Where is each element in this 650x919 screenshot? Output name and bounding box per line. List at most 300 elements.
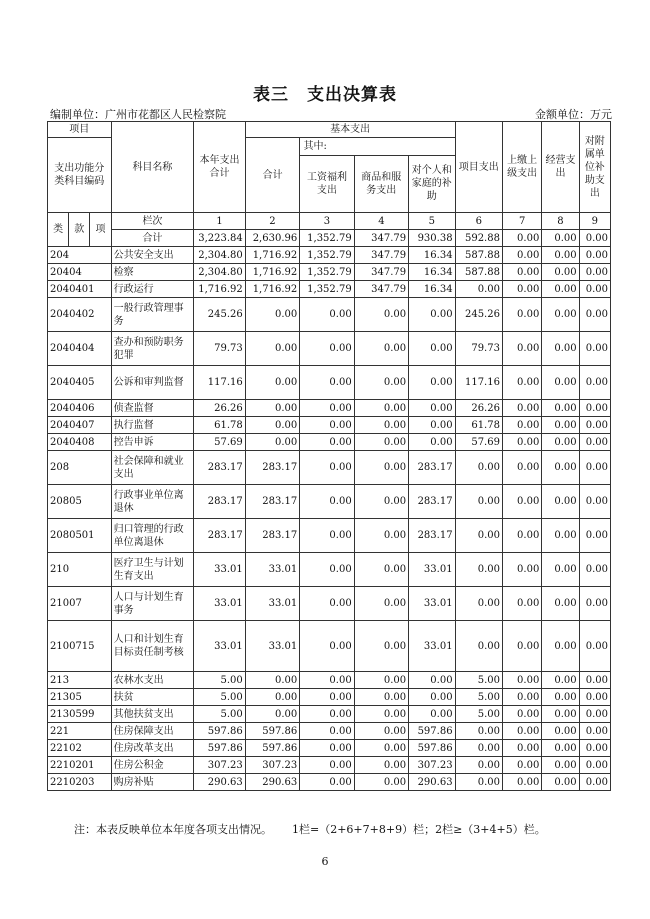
row-value: 587.88 bbox=[455, 247, 502, 264]
total-row bbox=[48, 230, 611, 247]
title-main: 支出决算表 bbox=[307, 85, 397, 105]
row-value: 0.00 bbox=[245, 672, 299, 689]
row-value: 245.26 bbox=[455, 298, 502, 332]
table-row bbox=[48, 451, 611, 485]
expenditure-table bbox=[47, 121, 611, 791]
row-value: 307.23 bbox=[245, 757, 299, 774]
col-num: 7 bbox=[502, 213, 541, 230]
row-code: 2040401 bbox=[48, 281, 112, 298]
table-row bbox=[48, 366, 611, 400]
row-value: 33.01 bbox=[194, 553, 245, 587]
col-num: 5 bbox=[409, 213, 455, 230]
row-value: 0.00 bbox=[354, 298, 408, 332]
row-value: 0.00 bbox=[354, 434, 408, 451]
row-value: 0.00 bbox=[354, 451, 408, 485]
table-row bbox=[48, 264, 611, 281]
header-personal: 对个人和家庭的补助 bbox=[411, 165, 452, 203]
row-value: 347.79 bbox=[354, 247, 408, 264]
row-name: 侦查监督 bbox=[111, 400, 194, 417]
row-value: 0.00 bbox=[300, 621, 354, 672]
unit-left: 编制单位：广州市花都区人民检察院 bbox=[50, 108, 226, 121]
row-value: 0.00 bbox=[579, 264, 610, 281]
row-code: 2040404 bbox=[48, 332, 112, 366]
row-value: 5.00 bbox=[455, 672, 502, 689]
row-value: 1,352.79 bbox=[300, 247, 354, 264]
row-value: 0.00 bbox=[300, 485, 354, 519]
row-value: 0.00 bbox=[409, 434, 455, 451]
table-row bbox=[48, 587, 611, 621]
row-value: 283.17 bbox=[245, 451, 299, 485]
row-value: 0.00 bbox=[542, 757, 579, 774]
row-value: 0.00 bbox=[542, 298, 579, 332]
row-code: 2100715 bbox=[48, 621, 112, 672]
header-kuan: 款 bbox=[69, 213, 90, 247]
row-value: 0.00 bbox=[245, 400, 299, 417]
row-value: 0.00 bbox=[455, 774, 502, 791]
row-value: 597.86 bbox=[194, 740, 245, 757]
row-name: 行政事业单位离退休 bbox=[111, 485, 194, 519]
row-value: 33.01 bbox=[194, 587, 245, 621]
row-code: 20805 bbox=[48, 485, 112, 519]
row-value: 26.26 bbox=[455, 400, 502, 417]
row-name: 公共安全支出 bbox=[111, 247, 194, 264]
row-value: 597.86 bbox=[194, 723, 245, 740]
row-value: 0.00 bbox=[300, 672, 354, 689]
row-value: 0.00 bbox=[579, 774, 610, 791]
row-value: 0.00 bbox=[579, 417, 610, 434]
header-goods: 商品和服务支出 bbox=[354, 155, 408, 212]
row-name: 查办和预防职务犯罪 bbox=[111, 332, 194, 366]
row-value: 0.00 bbox=[502, 332, 541, 366]
row-value: 0.00 bbox=[502, 621, 541, 672]
row-value: 0.00 bbox=[409, 366, 455, 400]
row-value: 0.00 bbox=[542, 417, 579, 434]
header-subsidiary: 对附属单位补助支出 bbox=[579, 122, 610, 213]
row-value: 0.00 bbox=[579, 247, 610, 264]
row-value: 0.00 bbox=[502, 706, 541, 723]
row-name: 医疗卫生与计划生育支出 bbox=[111, 553, 194, 587]
row-value: 0.00 bbox=[502, 247, 541, 264]
header-upper: 上缴上级支出 bbox=[502, 122, 541, 213]
row-value: 0.00 bbox=[409, 689, 455, 706]
col-num: 6 bbox=[455, 213, 502, 230]
table-row bbox=[48, 247, 611, 264]
unit-right: 金额单位：万元 bbox=[535, 108, 612, 121]
row-code: 2080501 bbox=[48, 519, 112, 553]
row-value: 0.00 bbox=[300, 400, 354, 417]
row-value: 0.00 bbox=[300, 774, 354, 791]
col-num: 1 bbox=[194, 213, 245, 230]
header-wage: 工资福利支出 bbox=[300, 155, 354, 212]
row-value: 0.00 bbox=[542, 366, 579, 400]
row-value: 245.26 bbox=[194, 298, 245, 332]
table-row bbox=[48, 332, 611, 366]
header-xiang: 项 bbox=[90, 213, 111, 247]
row-code: 213 bbox=[48, 672, 112, 689]
table-row bbox=[48, 417, 611, 434]
row-value: 0.00 bbox=[542, 451, 579, 485]
row-value: 5.00 bbox=[194, 672, 245, 689]
row-value: 0.00 bbox=[579, 298, 610, 332]
row-name: 行政运行 bbox=[111, 281, 194, 298]
row-value: 33.01 bbox=[409, 621, 455, 672]
row-value: 1,716.92 bbox=[194, 281, 245, 298]
row-value: 283.17 bbox=[409, 519, 455, 553]
row-value: 1,716.92 bbox=[245, 264, 299, 281]
row-code: 2040405 bbox=[48, 366, 112, 400]
table-row bbox=[48, 706, 611, 723]
row-value: 0.00 bbox=[502, 417, 541, 434]
row-value: 0.00 bbox=[455, 757, 502, 774]
row-value: 0.00 bbox=[579, 706, 610, 723]
row-value: 0.00 bbox=[502, 757, 541, 774]
row-value: 290.63 bbox=[245, 774, 299, 791]
row-value: 0.00 bbox=[245, 706, 299, 723]
row-name: 公诉和审判监督 bbox=[111, 366, 194, 400]
row-value: 2,304.80 bbox=[194, 247, 245, 264]
row-value: 33.01 bbox=[245, 587, 299, 621]
row-name: 农林水支出 bbox=[111, 672, 194, 689]
row-name: 社会保障和就业支出 bbox=[111, 451, 194, 485]
row-code: 204 bbox=[48, 247, 112, 264]
table-row bbox=[48, 434, 611, 451]
row-code: 21007 bbox=[48, 587, 112, 621]
row-value: 597.86 bbox=[409, 723, 455, 740]
row-name: 住房改革支出 bbox=[111, 740, 194, 757]
row-value: 0.00 bbox=[579, 281, 610, 298]
row-value: 587.88 bbox=[455, 264, 502, 281]
row-value: 597.86 bbox=[245, 740, 299, 757]
row-value: 0.00 bbox=[354, 723, 408, 740]
header-qizhong: 其中: bbox=[300, 138, 455, 155]
row-value: 0.00 bbox=[354, 774, 408, 791]
total-cell: 592.88 bbox=[455, 230, 502, 247]
row-value: 0.00 bbox=[579, 451, 610, 485]
note-text: 注：本表反映单位本年度各项支出情况。 bbox=[74, 823, 272, 836]
row-value: 0.00 bbox=[300, 434, 354, 451]
row-value: 0.00 bbox=[579, 621, 610, 672]
row-value: 0.00 bbox=[455, 281, 502, 298]
total-cell: 1,352.79 bbox=[300, 230, 354, 247]
row-name: 归口管理的行政单位离退休 bbox=[111, 519, 194, 553]
col-num: 8 bbox=[542, 213, 579, 230]
row-value: 26.26 bbox=[194, 400, 245, 417]
row-value: 0.00 bbox=[542, 621, 579, 672]
row-value: 0.00 bbox=[502, 400, 541, 417]
row-value: 0.00 bbox=[502, 485, 541, 519]
col-num: 9 bbox=[579, 213, 610, 230]
row-code: 20404 bbox=[48, 264, 112, 281]
row-name: 其他扶贫支出 bbox=[111, 706, 194, 723]
header-lei: 类 bbox=[48, 213, 69, 247]
header-code: 支出功能分类科目编码 bbox=[48, 138, 112, 213]
row-value: 0.00 bbox=[579, 740, 610, 757]
col-num: 2 bbox=[245, 213, 299, 230]
row-value: 0.00 bbox=[502, 774, 541, 791]
row-value: 79.73 bbox=[455, 332, 502, 366]
table-row bbox=[48, 672, 611, 689]
row-value: 0.00 bbox=[579, 332, 610, 366]
row-value: 0.00 bbox=[579, 587, 610, 621]
row-value: 0.00 bbox=[579, 366, 610, 400]
row-value: 290.63 bbox=[194, 774, 245, 791]
total-cell: 3,223.84 bbox=[194, 230, 245, 247]
row-value: 117.16 bbox=[194, 366, 245, 400]
row-value: 0.00 bbox=[300, 706, 354, 723]
row-value: 0.00 bbox=[542, 485, 579, 519]
row-value: 33.01 bbox=[194, 621, 245, 672]
row-value: 0.00 bbox=[502, 723, 541, 740]
row-value: 0.00 bbox=[455, 553, 502, 587]
row-value: 0.00 bbox=[300, 553, 354, 587]
total-cell: 930.38 bbox=[409, 230, 455, 247]
row-value: 283.17 bbox=[245, 519, 299, 553]
row-value: 2,304.80 bbox=[194, 264, 245, 281]
row-value: 0.00 bbox=[502, 264, 541, 281]
row-value: 307.23 bbox=[409, 757, 455, 774]
row-value: 0.00 bbox=[502, 553, 541, 587]
row-value: 0.00 bbox=[354, 587, 408, 621]
row-name: 检察 bbox=[111, 264, 194, 281]
row-value: 283.17 bbox=[409, 485, 455, 519]
row-value: 0.00 bbox=[354, 672, 408, 689]
row-value: 16.34 bbox=[409, 281, 455, 298]
row-value: 0.00 bbox=[579, 434, 610, 451]
header-lanci: 栏次 bbox=[111, 213, 194, 230]
row-name: 购房补贴 bbox=[111, 774, 194, 791]
table-row bbox=[48, 774, 611, 791]
row-value: 57.69 bbox=[194, 434, 245, 451]
table-row bbox=[48, 553, 611, 587]
row-value: 0.00 bbox=[502, 519, 541, 553]
row-name: 住房公积金 bbox=[111, 757, 194, 774]
row-value: 0.00 bbox=[354, 417, 408, 434]
row-code: 2210203 bbox=[48, 774, 112, 791]
row-value: 79.73 bbox=[194, 332, 245, 366]
row-code: 22102 bbox=[48, 740, 112, 757]
row-value: 0.00 bbox=[542, 264, 579, 281]
row-name: 人口和计划生育目标责任制考核 bbox=[111, 621, 194, 672]
row-value: 0.00 bbox=[579, 553, 610, 587]
row-value: 57.69 bbox=[455, 434, 502, 451]
row-value: 0.00 bbox=[300, 587, 354, 621]
row-value: 33.01 bbox=[409, 553, 455, 587]
row-value: 0.00 bbox=[542, 723, 579, 740]
table-row bbox=[48, 740, 611, 757]
row-value: 16.34 bbox=[409, 247, 455, 264]
row-value: 0.00 bbox=[502, 298, 541, 332]
row-value: 0.00 bbox=[542, 774, 579, 791]
row-value: 0.00 bbox=[354, 519, 408, 553]
row-value: 0.00 bbox=[502, 434, 541, 451]
table-row bbox=[48, 757, 611, 774]
table-row bbox=[48, 723, 611, 740]
row-value: 0.00 bbox=[455, 587, 502, 621]
row-value: 33.01 bbox=[245, 621, 299, 672]
page-number: 6 bbox=[321, 855, 329, 868]
table-row bbox=[48, 400, 611, 417]
row-value: 0.00 bbox=[502, 672, 541, 689]
row-value: 283.17 bbox=[194, 485, 245, 519]
col-num: 3 bbox=[300, 213, 354, 230]
row-value: 0.00 bbox=[502, 587, 541, 621]
row-value: 1,716.92 bbox=[245, 281, 299, 298]
row-value: 0.00 bbox=[409, 400, 455, 417]
row-value: 0.00 bbox=[354, 689, 408, 706]
table-row bbox=[48, 281, 611, 298]
header-total: 本年支出合计 bbox=[194, 122, 245, 213]
row-value: 0.00 bbox=[502, 689, 541, 706]
row-value: 1,352.79 bbox=[300, 281, 354, 298]
header-basic-sub bbox=[245, 138, 455, 213]
total-label: 合计 bbox=[111, 230, 194, 247]
row-name: 一般行政管理事务 bbox=[111, 298, 194, 332]
row-value: 0.00 bbox=[455, 621, 502, 672]
row-value: 1,352.79 bbox=[300, 264, 354, 281]
row-code: 221 bbox=[48, 723, 112, 740]
row-value: 0.00 bbox=[502, 740, 541, 757]
row-value: 0.00 bbox=[245, 434, 299, 451]
total-cell: 0.00 bbox=[579, 230, 610, 247]
row-value: 0.00 bbox=[579, 400, 610, 417]
row-value: 0.00 bbox=[300, 689, 354, 706]
row-value: 0.00 bbox=[409, 298, 455, 332]
row-value: 0.00 bbox=[579, 689, 610, 706]
row-value: 0.00 bbox=[354, 553, 408, 587]
row-value: 0.00 bbox=[542, 400, 579, 417]
row-value: 597.86 bbox=[409, 740, 455, 757]
row-name: 控告申诉 bbox=[111, 434, 194, 451]
row-value: 0.00 bbox=[409, 332, 455, 366]
row-value: 0.00 bbox=[579, 485, 610, 519]
row-value: 283.17 bbox=[409, 451, 455, 485]
row-value: 0.00 bbox=[409, 672, 455, 689]
footnote bbox=[74, 821, 546, 837]
row-value: 0.00 bbox=[455, 723, 502, 740]
row-value: 0.00 bbox=[354, 400, 408, 417]
row-value: 0.00 bbox=[245, 298, 299, 332]
table-row bbox=[48, 621, 611, 672]
row-value: 0.00 bbox=[245, 417, 299, 434]
row-name: 人口与计划生育事务 bbox=[111, 587, 194, 621]
row-code: 208 bbox=[48, 451, 112, 485]
row-value: 0.00 bbox=[300, 332, 354, 366]
row-value: 0.00 bbox=[300, 757, 354, 774]
row-value: 0.00 bbox=[502, 451, 541, 485]
row-value: 0.00 bbox=[245, 689, 299, 706]
col-num: 4 bbox=[354, 213, 408, 230]
row-value: 5.00 bbox=[194, 689, 245, 706]
row-value: 0.00 bbox=[542, 281, 579, 298]
header-subtotal: 合计 bbox=[246, 138, 300, 212]
row-value: 0.00 bbox=[300, 723, 354, 740]
row-value: 0.00 bbox=[245, 366, 299, 400]
row-value: 0.00 bbox=[354, 757, 408, 774]
row-value: 0.00 bbox=[542, 519, 579, 553]
row-value: 0.00 bbox=[409, 417, 455, 434]
note-formula: 1栏=（2+6+7+8+9）栏；2栏≥（3+4+5）栏。 bbox=[292, 823, 546, 836]
row-value: 0.00 bbox=[300, 451, 354, 485]
header-project: 项目支出 bbox=[455, 122, 502, 213]
row-value: 5.00 bbox=[455, 689, 502, 706]
row-value: 1,716.92 bbox=[245, 247, 299, 264]
row-value: 0.00 bbox=[542, 587, 579, 621]
row-code: 2210201 bbox=[48, 757, 112, 774]
row-value: 597.86 bbox=[245, 723, 299, 740]
row-value: 0.00 bbox=[542, 672, 579, 689]
row-value: 0.00 bbox=[542, 706, 579, 723]
row-value: 61.78 bbox=[455, 417, 502, 434]
row-value: 117.16 bbox=[455, 366, 502, 400]
row-value: 0.00 bbox=[579, 519, 610, 553]
row-value: 0.00 bbox=[579, 757, 610, 774]
row-code: 2040402 bbox=[48, 298, 112, 332]
row-code: 210 bbox=[48, 553, 112, 587]
row-value: 0.00 bbox=[579, 723, 610, 740]
row-value: 5.00 bbox=[455, 706, 502, 723]
row-name: 执行监督 bbox=[111, 417, 194, 434]
total-cell: 0.00 bbox=[502, 230, 541, 247]
row-value: 0.00 bbox=[542, 553, 579, 587]
table-row bbox=[48, 298, 611, 332]
row-value: 0.00 bbox=[542, 740, 579, 757]
row-value: 0.00 bbox=[300, 366, 354, 400]
row-code: 21305 bbox=[48, 689, 112, 706]
row-value: 0.00 bbox=[354, 332, 408, 366]
title-prefix: 表三 bbox=[253, 85, 289, 105]
row-value: 0.00 bbox=[354, 740, 408, 757]
row-value: 0.00 bbox=[300, 519, 354, 553]
row-value: 0.00 bbox=[300, 740, 354, 757]
total-cell: 347.79 bbox=[354, 230, 408, 247]
total-cell: 0.00 bbox=[542, 230, 579, 247]
row-value: 61.78 bbox=[194, 417, 245, 434]
row-value: 0.00 bbox=[542, 689, 579, 706]
row-value: 0.00 bbox=[409, 706, 455, 723]
row-value: 0.00 bbox=[455, 740, 502, 757]
row-value: 33.01 bbox=[409, 587, 455, 621]
row-value: 0.00 bbox=[542, 434, 579, 451]
table-row bbox=[48, 689, 611, 706]
row-value: 0.00 bbox=[502, 366, 541, 400]
row-value: 33.01 bbox=[245, 553, 299, 587]
row-code: 2040406 bbox=[48, 400, 112, 417]
table-row bbox=[48, 485, 611, 519]
row-value: 307.23 bbox=[194, 757, 245, 774]
row-value: 0.00 bbox=[300, 417, 354, 434]
row-value: 0.00 bbox=[354, 485, 408, 519]
header-business: 经营支出 bbox=[542, 122, 579, 213]
row-value: 283.17 bbox=[194, 451, 245, 485]
row-value: 0.00 bbox=[542, 332, 579, 366]
row-value: 0.00 bbox=[300, 298, 354, 332]
row-value: 0.00 bbox=[354, 366, 408, 400]
row-code: 2130599 bbox=[48, 706, 112, 723]
row-value: 283.17 bbox=[245, 485, 299, 519]
total-cell: 2,630.96 bbox=[245, 230, 299, 247]
table-title bbox=[0, 80, 650, 105]
header-name: 科目名称 bbox=[111, 122, 194, 213]
row-value: 0.00 bbox=[455, 485, 502, 519]
row-value: 0.00 bbox=[354, 621, 408, 672]
row-value: 0.00 bbox=[455, 451, 502, 485]
row-value: 0.00 bbox=[354, 706, 408, 723]
header-basic: 基本支出 bbox=[245, 122, 455, 138]
row-name: 扶贫 bbox=[111, 689, 194, 706]
row-value: 0.00 bbox=[579, 672, 610, 689]
row-value: 5.00 bbox=[194, 706, 245, 723]
row-value: 0.00 bbox=[245, 332, 299, 366]
